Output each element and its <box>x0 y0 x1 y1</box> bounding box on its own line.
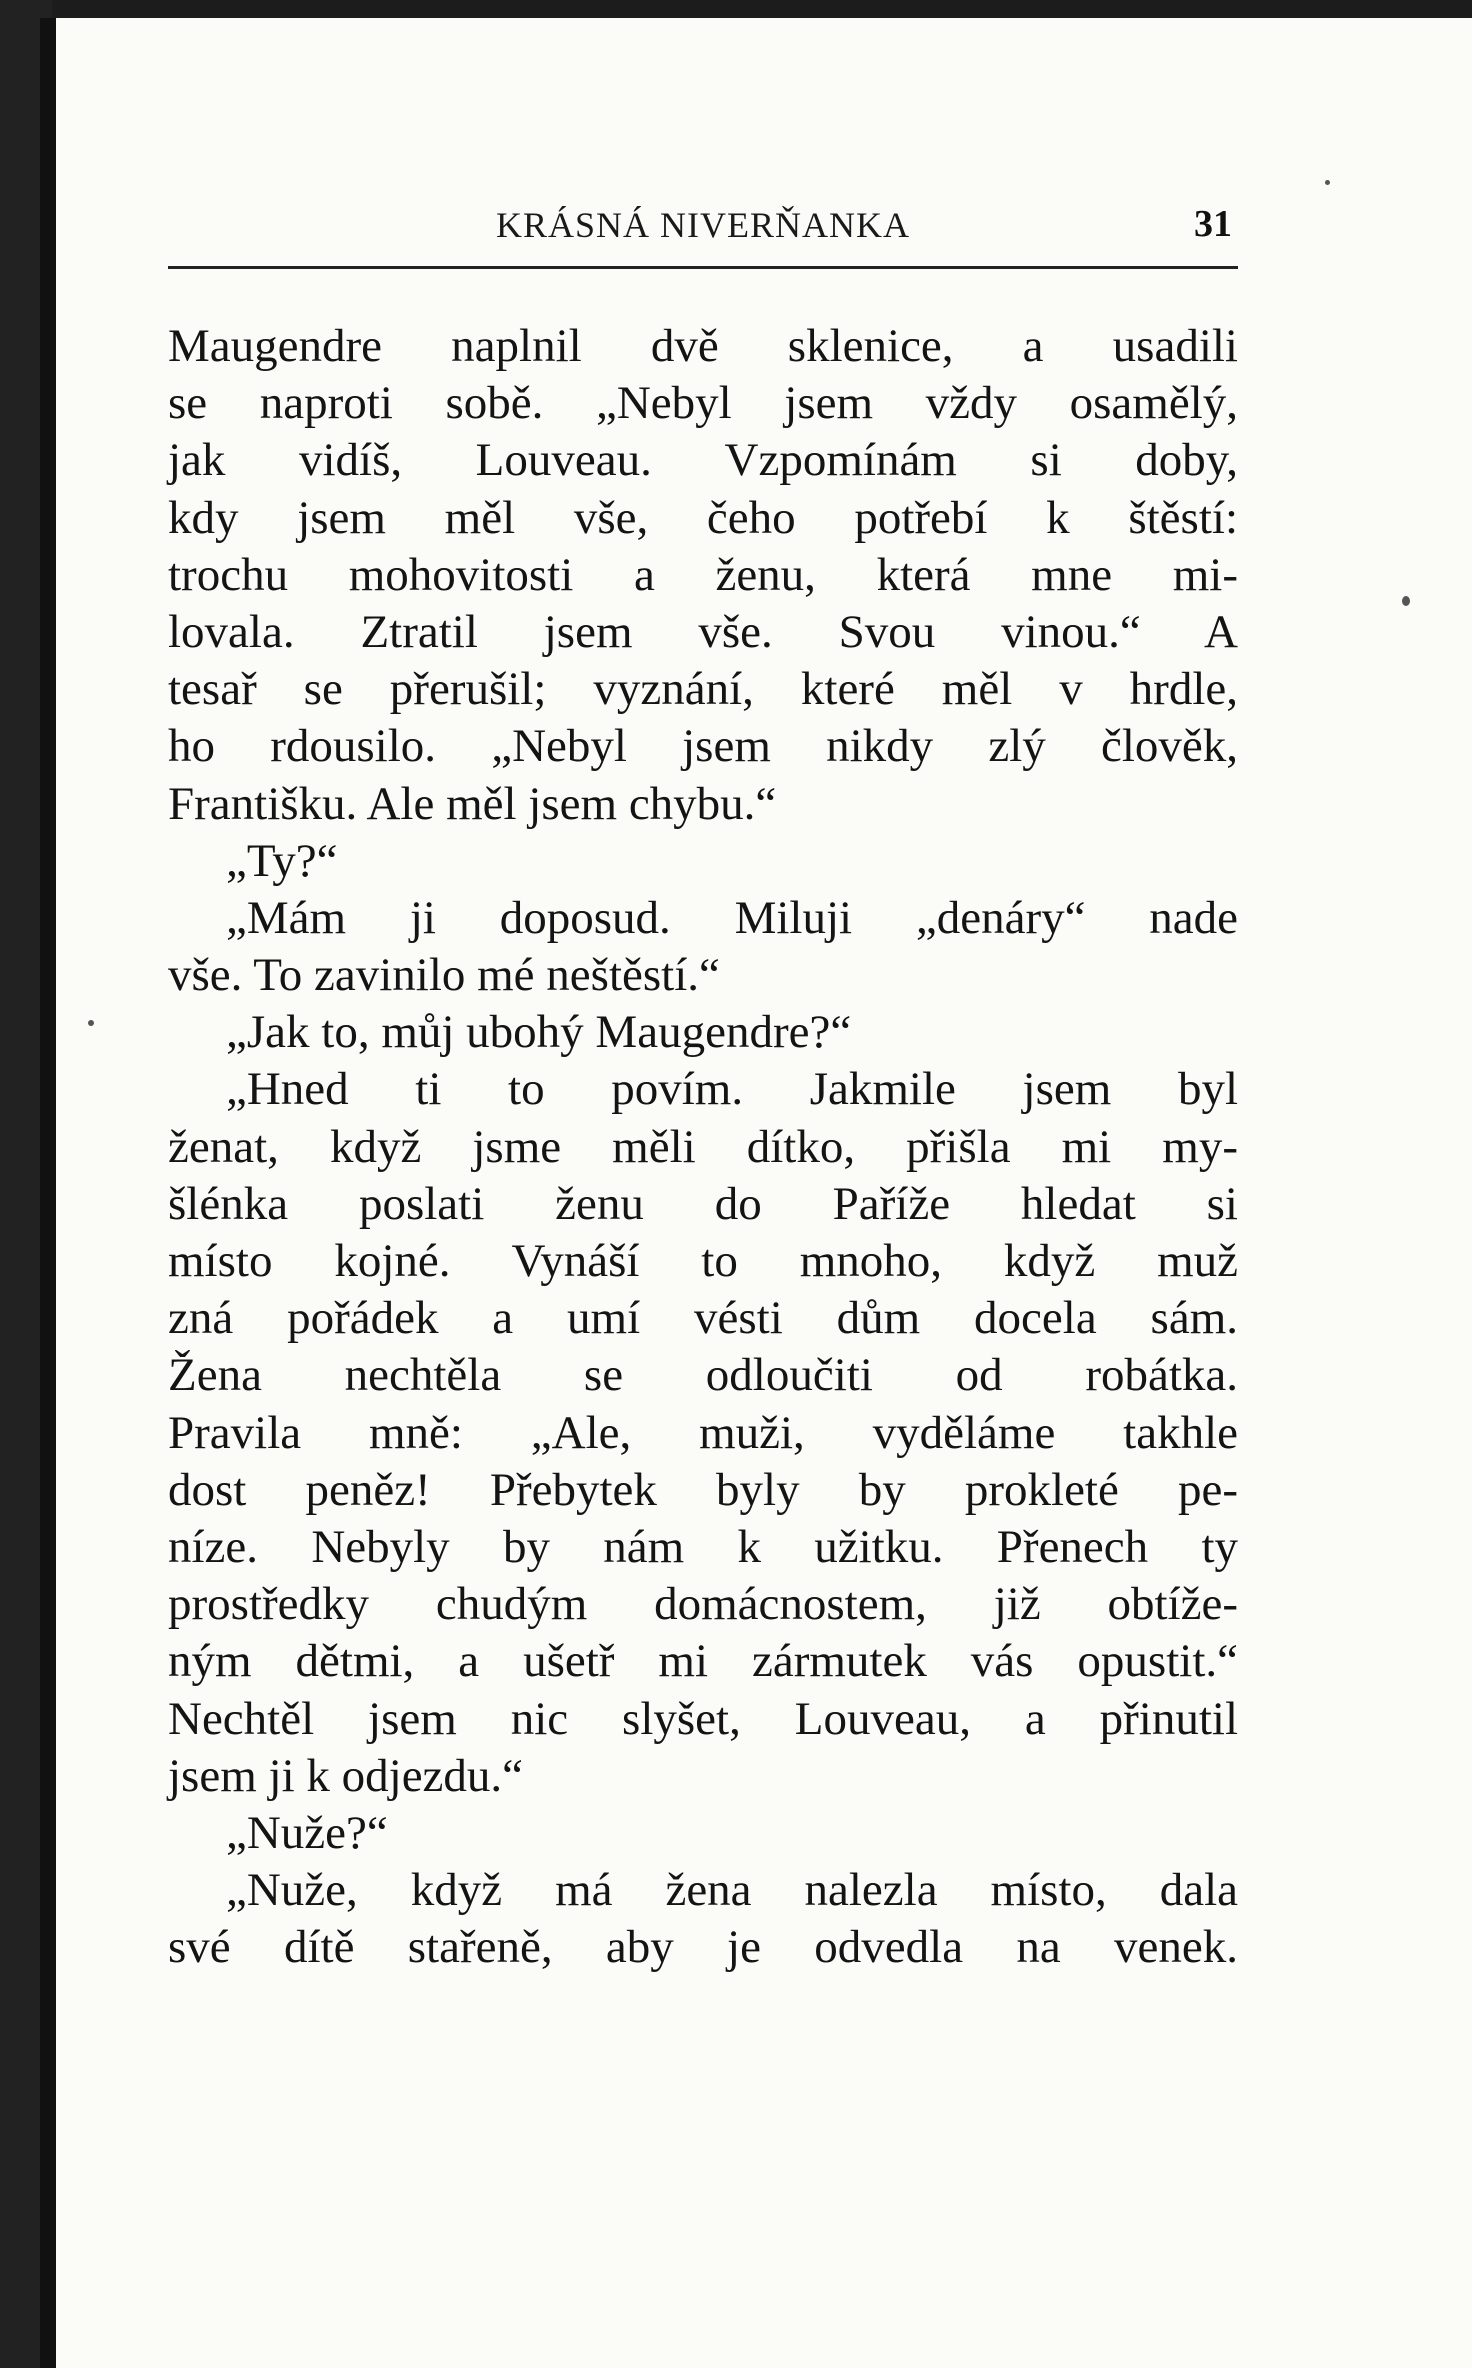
text-line: lovala. Ztratil jsem vše. Svou vinou.“ A <box>168 605 1238 658</box>
text-line: trochu mohovitosti a ženu, která mne mi- <box>168 548 1238 601</box>
header-rule <box>168 266 1238 269</box>
text-line: vše. To zavinilo mé neštěstí.“ <box>168 949 720 1002</box>
text-line: Žena nechtěla se odloučiti od robátka. <box>168 1349 1238 1402</box>
text-line: „Nuže, když má žena nalezla místo, dala <box>226 1864 1238 1917</box>
running-title: KRÁSNÁ NIVERŇANKA <box>495 205 910 245</box>
text-line: „Mám ji doposud. Miluji „denáry“ nade <box>226 891 1238 944</box>
page-gutter-edge <box>40 18 56 2368</box>
text-line: tesař se přerušil; vyznání, které měl v hrdle, <box>168 663 1238 716</box>
text-line: „Jak to, můj ubohý Maugendre?“ <box>226 1006 852 1059</box>
text-line: Nechtěl jsem nic slyšet, Louveau, a přinutil <box>168 1692 1238 1745</box>
paper-speck <box>1325 180 1330 185</box>
paper-speck <box>88 1020 94 1026</box>
text-line: místo kojné. Vynáší to mnoho, když muž <box>168 1235 1238 1287</box>
text-line: šlénka poslati ženu do Paříže hledat si <box>168 1177 1238 1230</box>
page-number: 31 <box>1194 203 1232 245</box>
text-line: ho rdousilo. „Nebyl jsem nikdy zlý člověk, <box>168 720 1238 773</box>
text-line: prostředky chudým domácnostem, již obtíže- <box>168 1578 1238 1631</box>
text-line: se naproti sobě. „Nebyl jsem vždy osamělý, <box>168 377 1238 430</box>
text-line: ženat, když jsme měli dítko, přišla mi my- <box>168 1120 1238 1173</box>
text-line: zná pořádek a umí vésti dům docela sám. <box>168 1292 1238 1345</box>
text-line: „Nuže?“ <box>226 1806 388 1859</box>
text-line: Pravila mně: „Ale, muži, vyděláme takhle <box>168 1406 1238 1459</box>
running-header <box>168 200 1238 252</box>
text-line: „Ty?“ <box>226 834 338 887</box>
text-line: jsem ji k odjezdu.“ <box>168 1749 524 1802</box>
text-line: Maugendre naplnil dvě sklenice, a usadili <box>168 320 1238 372</box>
text-line: ným dětmi, a ušetř mi zármutek vás opustit.“ <box>168 1635 1238 1688</box>
text-line: své dítě stařeně, aby je odvedla na venek. <box>168 1921 1238 1974</box>
text-line: jak vidíš, Louveau. Vzpomínám si doby, <box>168 434 1238 487</box>
text-line: dost peněz! Přebytek byly by prokleté pe- <box>168 1463 1238 1516</box>
text-line: „Hned ti to povím. Jakmile jsem byl <box>226 1063 1238 1116</box>
paper-speck <box>1402 596 1410 606</box>
text-line: Františku. Ale měl jsem chybu.“ <box>168 777 777 830</box>
body-text <box>168 318 1238 1976</box>
text-line: níze. Nebyly by nám k užitku. Přenech ty <box>168 1520 1238 1573</box>
scan-border-top <box>0 0 1472 20</box>
text-line: kdy jsem měl vše, čeho potřebí k štěstí: <box>168 491 1238 544</box>
